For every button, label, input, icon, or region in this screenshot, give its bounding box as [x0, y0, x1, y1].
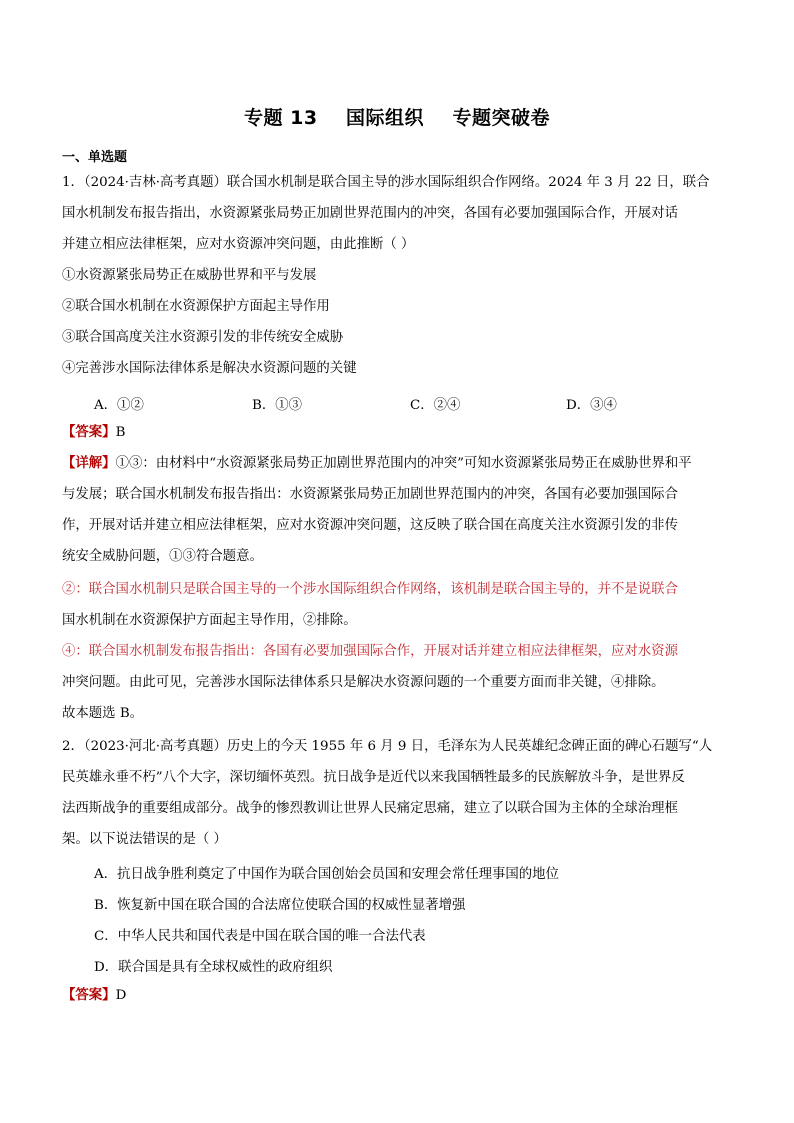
q2-choice-b: B．恢复新中国在联合国的合法席位使联合国的权威性显著增强 [94, 898, 466, 913]
q2-stem-line-4: 架。以下说法错误的是（ ） [62, 832, 227, 847]
q1-detail-line-4: 统安全威胁问题，①③符合题意。 [62, 549, 263, 564]
q1-explanation-2-line-2: 国水机制在水资源保护方面起主导作用，②排除。 [62, 613, 357, 628]
q2-choice-d: D．联合国是具有全球权威性的政府组织 [94, 960, 333, 975]
q1-answer [62, 425, 125, 441]
q1-answer-value: B [115, 425, 126, 440]
q1-explanation-2-line-1: ②：联合国水机制只是联合国主导的一个涉水国际组织合作网络，该机制是联合国主导的，并不是说联合 [62, 582, 678, 597]
q1-statement-1: ①水资源紧张局势正在威胁世界和平与发展 [62, 268, 317, 283]
q1-statement-2: ②联合国水机制在水资源保护方面起主导作用 [62, 299, 330, 314]
q2-stem-line-1: 2．（2023·河北·高考真题）历史上的今天 1955 年 6 月 9 日，毛泽东为人民英雄纪念碑正面的碑心石题写“人 [62, 739, 713, 754]
q1-option-c: C．②④ [410, 398, 461, 413]
q1-detail-line-2: 与发展；联合国水机制发布报告指出：水资源紧张局势正加剧世界范围内的冲突，各国有必要加强国际合 [62, 487, 678, 502]
q1-detail-line-3: 作，开展对话并建立相应法律框架，应对水资源冲突问题，这反映了联合国在高度关注水资源引发的非传 [62, 518, 678, 533]
detail-tag: 【详解】 [62, 456, 116, 471]
q1-options [94, 394, 617, 413]
q1-conclusion: 故本题选 B。 [62, 706, 144, 721]
q1-explanation-4-line-1: ④：联合国水机制发布报告指出：各国有必要加强国际合作，开展对话并建立相应法律框架，应对水资源 [62, 644, 678, 659]
q1-stem-line-2: 国水机制发布报告指出，水资源紧张局势正加剧世界范围内的冲突，各国有必要加强国际合作，开展对话 [62, 206, 678, 221]
answer-tag: 【答案】 [62, 988, 116, 1003]
q1-option-d: D．③④ [566, 398, 617, 413]
q1-option-a: A．①② [94, 398, 144, 413]
q1-statement-4: ④完善涉水国际法律体系是解决水资源问题的关键 [62, 361, 357, 376]
q2-choice-a: A．抗日战争胜利奠定了中国作为联合国创始会员国和安理会常任理事国的地位 [94, 867, 559, 882]
q2-stem-line-3: 法西斯战争的重要组成部分。战争的惨烈教训让世界人民痛定思痛，建立了以联合国为主体的全球治理框 [62, 801, 678, 816]
q2-stem-line-2: 民英雄永垂不朽”八个大字，深切缅怀英烈。抗日战争是近代以来我国牺牲最多的民族解放斗争，是世界反 [62, 770, 685, 785]
title-topic-name: 国际组织 [346, 107, 425, 129]
title-topic-number: 专题 13 [243, 107, 318, 129]
q1-detail-text-1: ①③：由材料中“水资源紧张局势正加剧世界范围内的冲突”可知水资源紧张局势正在威胁世界和平 [115, 456, 692, 471]
q2-choice-c: C．中华人民共和国代表是中国在联合国的唯一合法代表 [94, 929, 426, 944]
q1-explanation-4-line-2: 冲突问题。由此可见，完善涉水国际法律体系只是解决水资源问题的一个重要方面而非关键，④排除。 [62, 675, 665, 690]
q1-stem-line-3: 并建立相应法律框架，应对水资源冲突问题，由此推断（ ） [62, 237, 415, 252]
q1-stem-line-1: 1．（2024·吉林·高考真题）联合国水机制是联合国主导的涉水国际组织合作网络。2024 年 3 月 22 日，联合 [62, 175, 710, 190]
q1-option-b: B．①③ [252, 398, 303, 413]
q2-answer-value: D [115, 988, 127, 1003]
q2-answer [62, 988, 126, 1004]
answer-tag: 【答案】 [62, 425, 116, 440]
page-title [0, 103, 794, 130]
section-heading: 一、单选题 [62, 150, 128, 165]
q1-detail-line-1 [62, 456, 692, 472]
title-volume: 专题突破卷 [452, 107, 551, 129]
q1-statement-3: ③联合国高度关注水资源引发的非传统安全威胁 [62, 330, 344, 345]
